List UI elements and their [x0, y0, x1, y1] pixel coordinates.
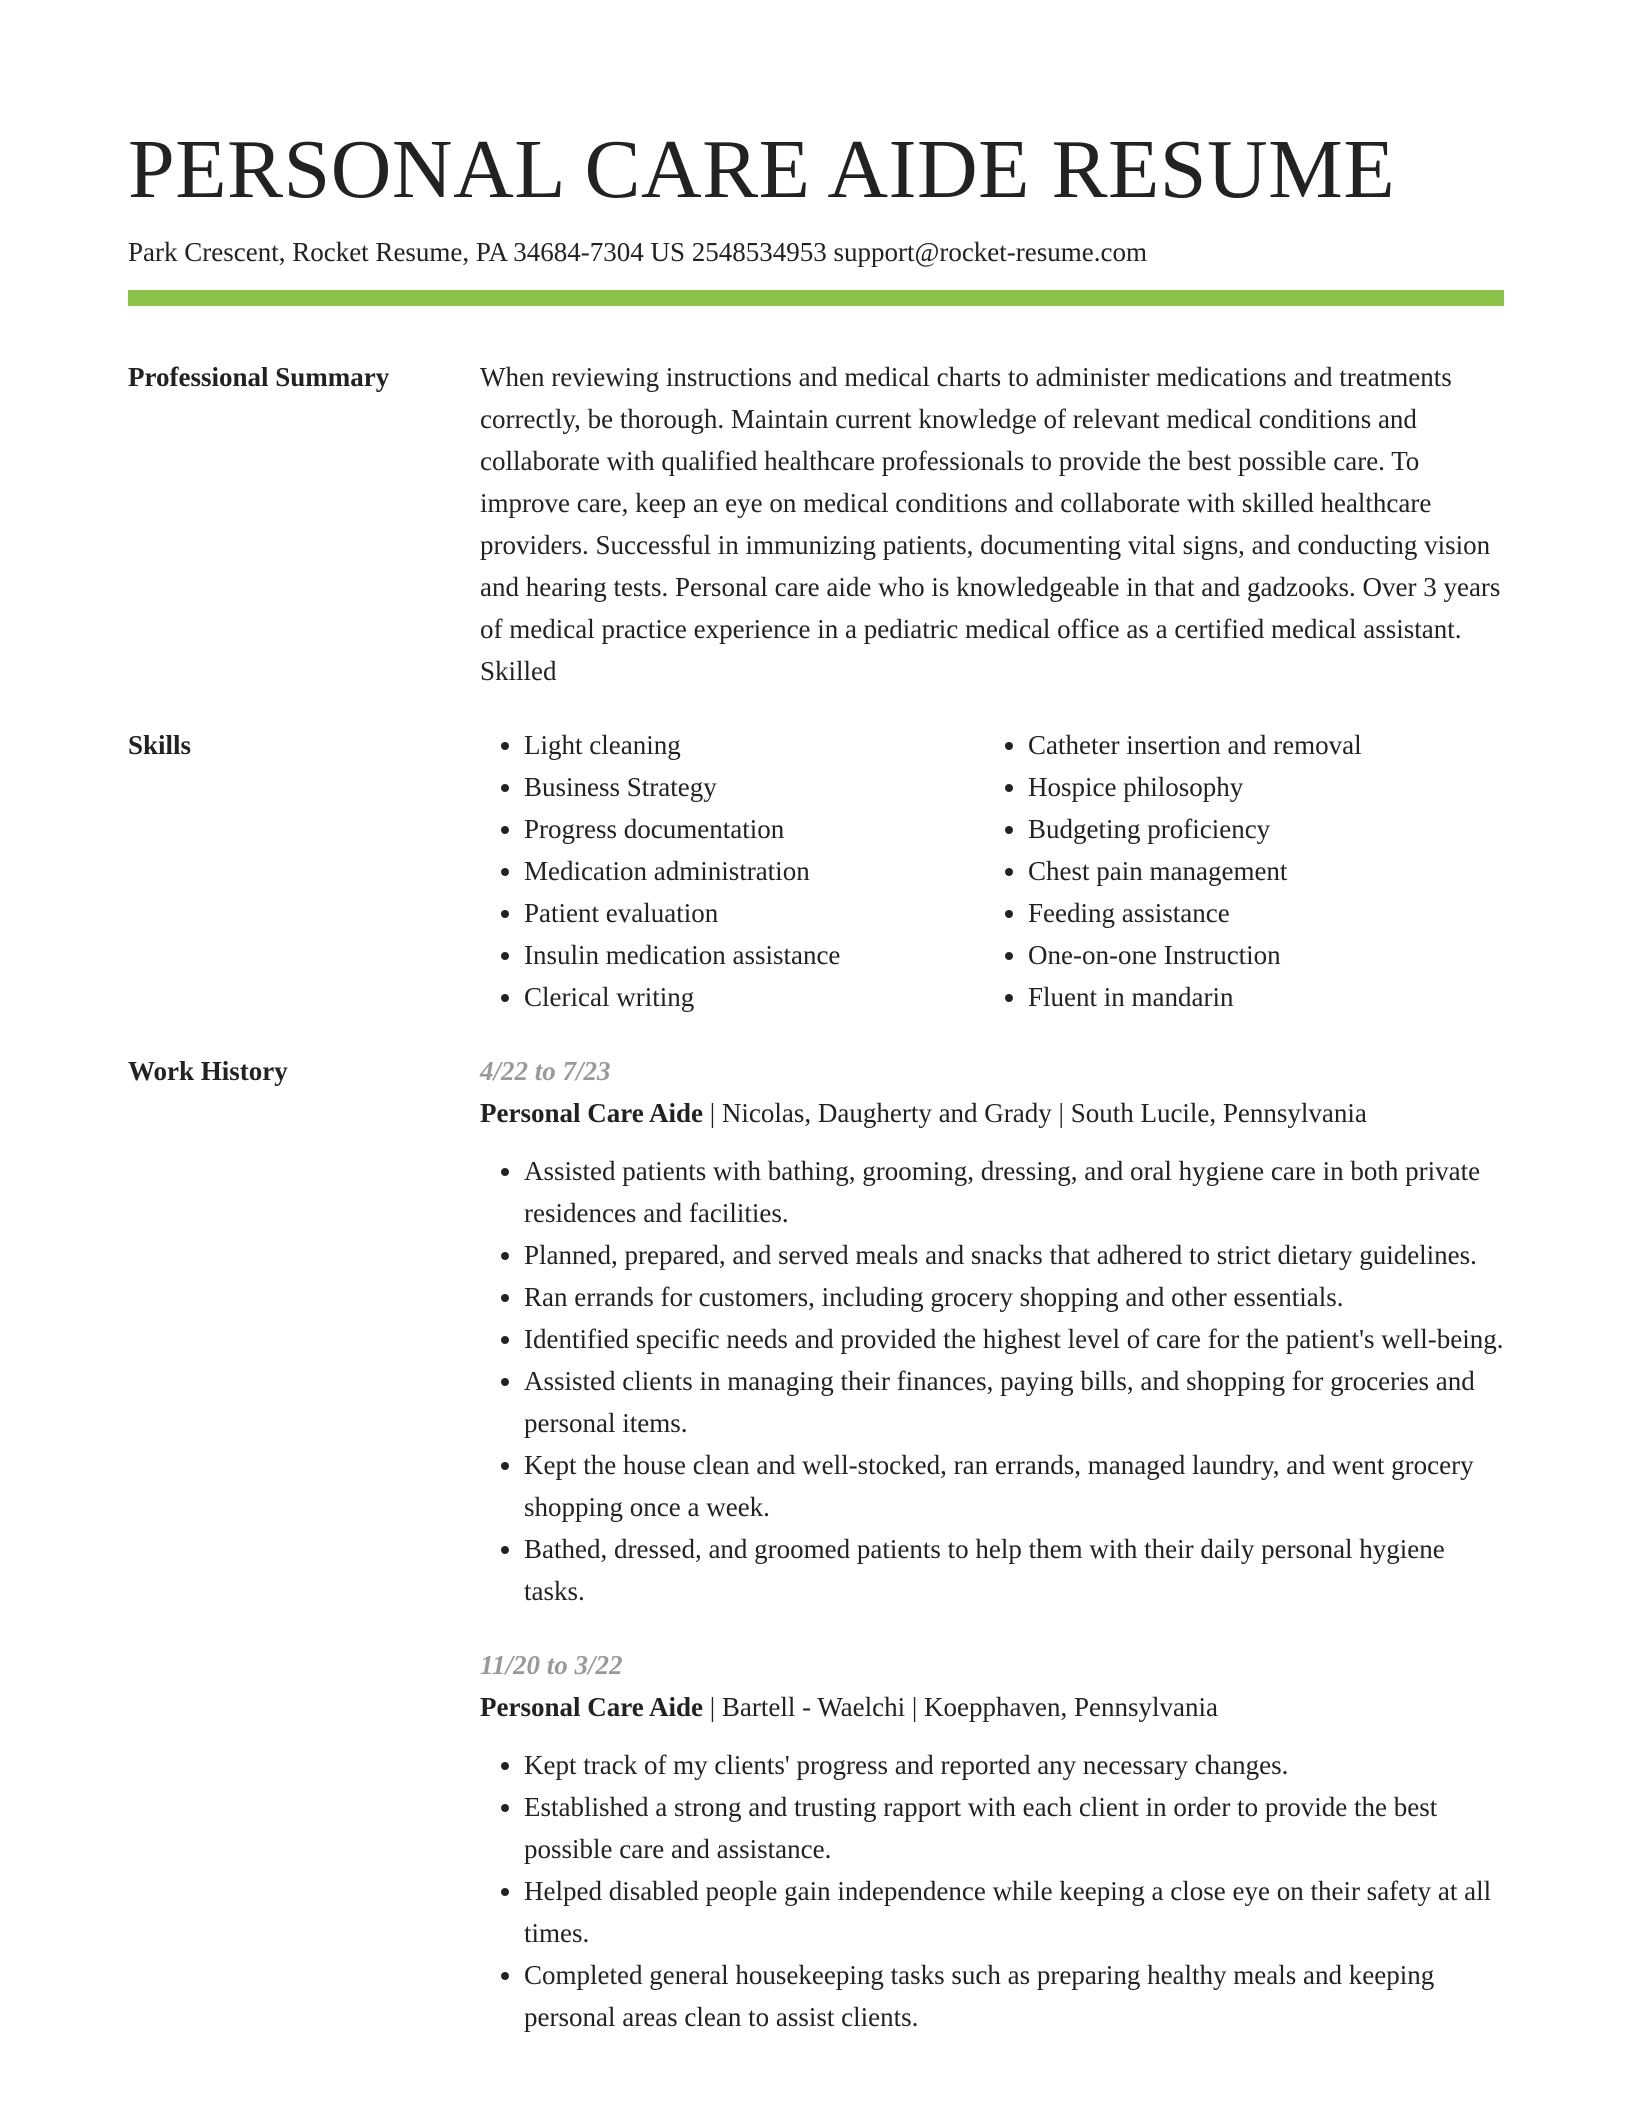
skill-item: • Budgeting proficiency	[1028, 808, 1488, 850]
job-bullet: • Bathed, dressed, and groomed patients to help them with their daily personal hygiene tasks.	[524, 1528, 1504, 1612]
job-bullet: • Established a strong and trusting rapport with each client in order to provide the best possible care and assistance.	[524, 1786, 1504, 1870]
section-label-summary: Professional Summary	[128, 362, 390, 392]
skill-item: • Light cleaning	[524, 724, 984, 766]
professional-summary-section	[128, 356, 1504, 692]
skill-item: • Medication administration	[524, 850, 984, 892]
skill-item: • Feeding assistance	[1028, 892, 1488, 934]
skill-item: • Catheter insertion and removal	[1028, 724, 1488, 766]
header-divider	[128, 290, 1504, 306]
skill-item: • Clerical writing	[524, 976, 984, 1018]
job-bullet: • Kept track of my clients' progress and reported any necessary changes.	[524, 1744, 1504, 1786]
job-date: 4/22 to 7/23	[480, 1056, 611, 1086]
job-heading	[480, 1686, 1504, 1728]
skills-list-right	[984, 724, 1488, 1018]
job-title: Personal Care Aide	[480, 1098, 703, 1128]
skill-item: • Business Strategy	[524, 766, 984, 808]
resume-title: PERSONAL CARE AIDE RESUME	[128, 123, 1396, 216]
job-employer-location: | Nicolas, Daugherty and Grady | South Lucile, Pennsylvania	[702, 1098, 1367, 1128]
skill-item: • Insulin medication assistance	[524, 934, 984, 976]
job-date: 11/20 to 3/22	[480, 1650, 623, 1680]
skill-item: • Chest pain management	[1028, 850, 1488, 892]
resume-page	[128, 0, 1504, 2038]
job-title: Personal Care Aide	[480, 1692, 703, 1722]
job-bullets	[480, 1744, 1504, 2038]
job-bullet: • Ran errands for customers, including grocery shopping and other essentials.	[524, 1276, 1504, 1318]
job-bullet: • Identified specific needs and provided the highest level of care for the patient's well-being.	[524, 1318, 1504, 1360]
skill-item: • One-on-one Instruction	[1028, 934, 1488, 976]
job-bullet: • Kept the house clean and well-stocked, ran errands, managed laundry, and went grocery shopping once a week.	[524, 1444, 1504, 1528]
job-bullet: • Assisted clients in managing their finances, paying bills, and shopping for groceries and personal items.	[524, 1360, 1504, 1444]
skill-item: • Hospice philosophy	[1028, 766, 1488, 808]
skill-item: • Fluent in mandarin	[1028, 976, 1488, 1018]
job-bullet: • Assisted patients with bathing, grooming, dressing, and oral hygiene care in both private residences and facilities.	[524, 1150, 1504, 1234]
skill-item: • Patient evaluation	[524, 892, 984, 934]
section-label-work: Work History	[128, 1056, 288, 1086]
job-bullet: • Helped disabled people gain independence while keeping a close eye on their safety at all times.	[524, 1870, 1504, 1954]
job-entry	[480, 1644, 1504, 2038]
skill-item: • Progress documentation	[524, 808, 984, 850]
job-bullet: • Completed general housekeeping tasks such as preparing healthy meals and keeping personal areas clean to assist clients.	[524, 1954, 1504, 2038]
job-bullet: • Planned, prepared, and served meals and snacks that adhered to strict dietary guidelines.	[524, 1234, 1504, 1276]
section-label-skills: Skills	[128, 730, 192, 760]
contact-info: Park Crescent, Rocket Resume, PA 34684-7304 US 2548534953 support@rocket-resume.com	[128, 237, 1147, 267]
summary-text: When reviewing instructions and medical charts to administer medications and treatments correctly, be thorough. Maintain current knowledge of relevant medical conditions and collaborate with qualified healthcare professionals to provide the best possible care. To improve care, keep an eye on medical conditions and collaborate with skilled healthcare providers. Successful in immunizing patients, documenting vital signs, and conducting vision and hearing tests. Personal care aide who is knowledgeable in that and gadzooks. Over 3 years of medical practice experience in a pediatric medical office as a certified medical assistant. Skilled	[480, 362, 1501, 686]
skills-section	[128, 724, 1504, 1018]
skills-list-left	[480, 724, 984, 1018]
job-employer-location: | Bartell - Waelchi | Koepphaven, Pennsylvania	[702, 1692, 1218, 1722]
job-entry	[480, 1050, 1504, 1612]
job-heading	[480, 1092, 1504, 1134]
work-history-section	[128, 1050, 1504, 2038]
job-bullets	[480, 1150, 1504, 1612]
